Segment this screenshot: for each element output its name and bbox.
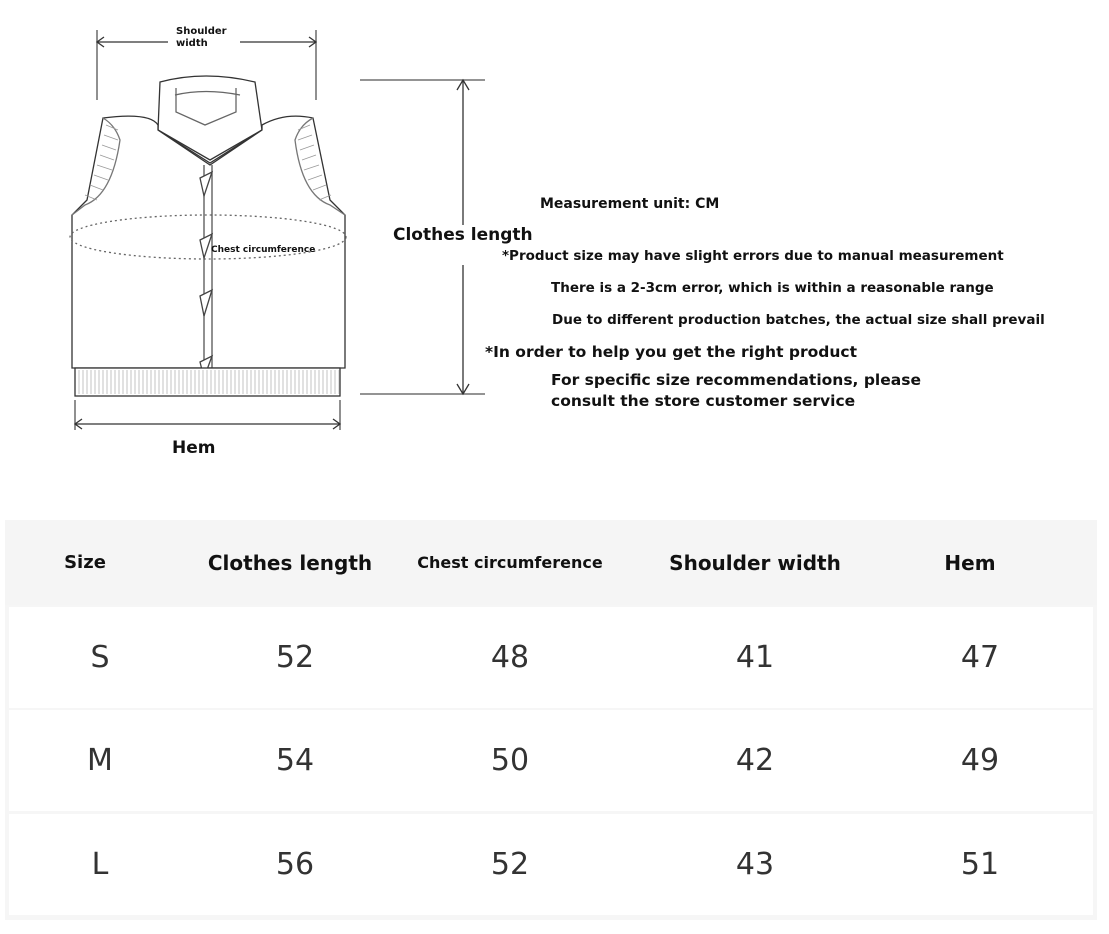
- measurement-unit-note: Measurement unit: CM: [540, 196, 720, 212]
- cell-clothes-length: 56: [275, 847, 315, 882]
- table-header-row: [5, 520, 1097, 605]
- cell-shoulder-width: 41: [735, 640, 775, 675]
- cell-shoulder-width: 42: [735, 743, 775, 778]
- hem-label: Hem: [172, 438, 216, 458]
- cell-shoulder-width: 43: [735, 847, 775, 882]
- shoulder-width-label: Shoulder width: [176, 26, 227, 49]
- header-chest-circumference: Chest circumference: [417, 553, 603, 572]
- clothes-length-label: Clothes length: [393, 225, 533, 245]
- cell-size: L: [91, 847, 109, 882]
- cell-clothes-length: 52: [275, 640, 315, 675]
- cell-hem: 47: [960, 640, 1000, 675]
- right-product-note: *In order to help you get the right product: [485, 343, 858, 361]
- header-clothes-length: Clothes length: [207, 550, 373, 575]
- table-row: [9, 814, 1093, 915]
- manual-error-note: *Product size may have slight errors due to manual measurement: [502, 248, 1004, 264]
- header-size: Size: [64, 552, 106, 573]
- size-recommendation-note-line1: For specific size recommendations, please: [551, 371, 921, 389]
- cell-chest-circumference: 52: [490, 847, 530, 882]
- table-row: [9, 710, 1093, 811]
- cell-hem: 51: [960, 847, 1000, 882]
- batch-note: Due to different production batches, the actual size shall prevail: [552, 312, 1045, 328]
- cell-chest-circumference: 48: [490, 640, 530, 675]
- error-range-note: There is a 2-3cm error, which is within a reasonable range: [551, 280, 994, 296]
- cell-size: S: [90, 640, 110, 675]
- header-shoulder-width: Shoulder width: [669, 550, 841, 575]
- size-chart-table: [5, 520, 1097, 920]
- cell-size: M: [87, 743, 113, 778]
- cell-hem: 49: [960, 743, 1000, 778]
- chest-circumference-label: Chest circumference: [211, 245, 316, 255]
- cell-chest-circumference: 50: [490, 743, 530, 778]
- cell-clothes-length: 54: [275, 743, 315, 778]
- size-recommendation-note-line2: consult the store customer service: [551, 392, 856, 410]
- table-row: [9, 607, 1093, 708]
- header-hem: Hem: [944, 550, 996, 575]
